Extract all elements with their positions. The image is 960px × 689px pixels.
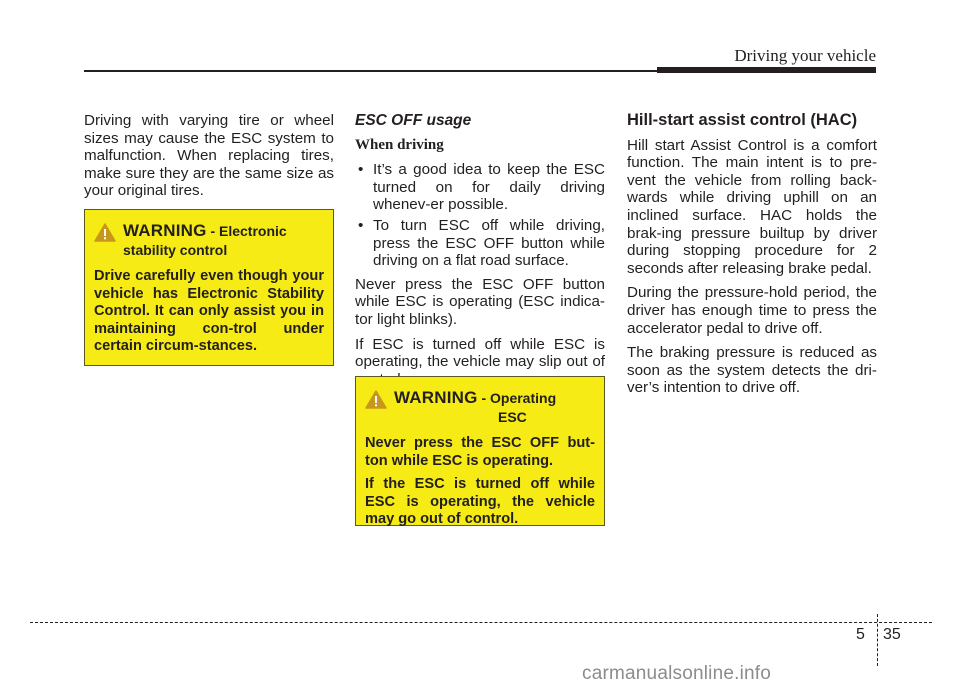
esc-turned-off-paragraph: If ESC is turned off while ESC is operating, the vehicle may slip out of — [355, 335, 605, 371]
warning-triangle-icon — [94, 223, 116, 242]
footer-separator — [877, 614, 878, 666]
header-rule — [84, 70, 657, 72]
warning-word: WARNING — [123, 221, 207, 240]
footer-rule — [30, 622, 932, 623]
page-header-title: Driving your vehicle — [734, 46, 876, 65]
chapter-number: 5 — [856, 626, 865, 643]
warning-box-electronic-stability — [84, 209, 334, 366]
hac-paragraph-2: During the pressure-hold period, the driver has enough time to press the accelerator pedal to drive off. — [627, 284, 877, 337]
page-number: 35 — [883, 626, 901, 643]
warning-body-1: Never press the ESC OFF but-ton while ESC is operating. — [365, 435, 595, 469]
when-driving-subheading: When driving — [355, 136, 444, 153]
watermark: carmanualsonline.info — [582, 663, 772, 684]
esc-off-usage-heading: ESC OFF usage — [355, 112, 472, 129]
warning-title — [94, 222, 324, 260]
warning-title — [365, 389, 595, 427]
warning-body: Drive carefully even though your vehicle has Electronic Stability Control. It can only assist you in maintaining con-trol under certain circum-stances. — [94, 268, 324, 354]
warning-body-2: If the ESC is turned off while ESC is operating, the vehicle may go out of control. — [365, 476, 595, 527]
warning-subtitle-b: stability control — [123, 242, 228, 258]
list-item: • It’s a good idea to keep the ESC turned on for daily driving whenev-er possible. — [358, 161, 605, 214]
list-item: • To turn ESC off while driving, press the ESC OFF button while driving on a flat road surface. — [358, 216, 605, 270]
hac-paragraph-3: The braking pressure is reduced as soon as the system detects the dri-ver’s intention to drive off. — [627, 344, 877, 397]
warning-subtitle-a: - Electronic — [206, 223, 287, 239]
warning-subtitle-b: ESC — [498, 409, 527, 425]
bullet-list — [355, 161, 605, 270]
header-rule-thick — [657, 67, 876, 73]
warning-triangle-icon — [365, 390, 387, 409]
warning-word: WARNING — [394, 388, 478, 407]
warning-subtitle-a: - Operating — [477, 390, 557, 406]
warning-box-operating-esc — [355, 376, 605, 526]
never-press-paragraph: Never press the ESC OFF button while ESC is operating (ESC indica-tor light blinks). — [355, 275, 605, 328]
column-left — [84, 112, 334, 207]
tire-size-paragraph: Driving with varying tire or wheel sizes may cause the ESC system to malfunction. When replacing tires, make sure they are the same size as your original tires. — [84, 112, 334, 200]
hac-heading: Hill-start assist control (HAC) — [627, 111, 858, 129]
column-middle — [355, 112, 605, 395]
hac-paragraph-1: Hill start Assist Control is a comfort function. The main intent is to pre-vent the vehicle from rolling back-wards while driving uphill on an inclined surface. HAC holds the brak-ing pressure builtup by driver during stopping procedure for 2 seconds after releasing brake pedal. — [627, 136, 877, 277]
column-right — [627, 112, 877, 404]
